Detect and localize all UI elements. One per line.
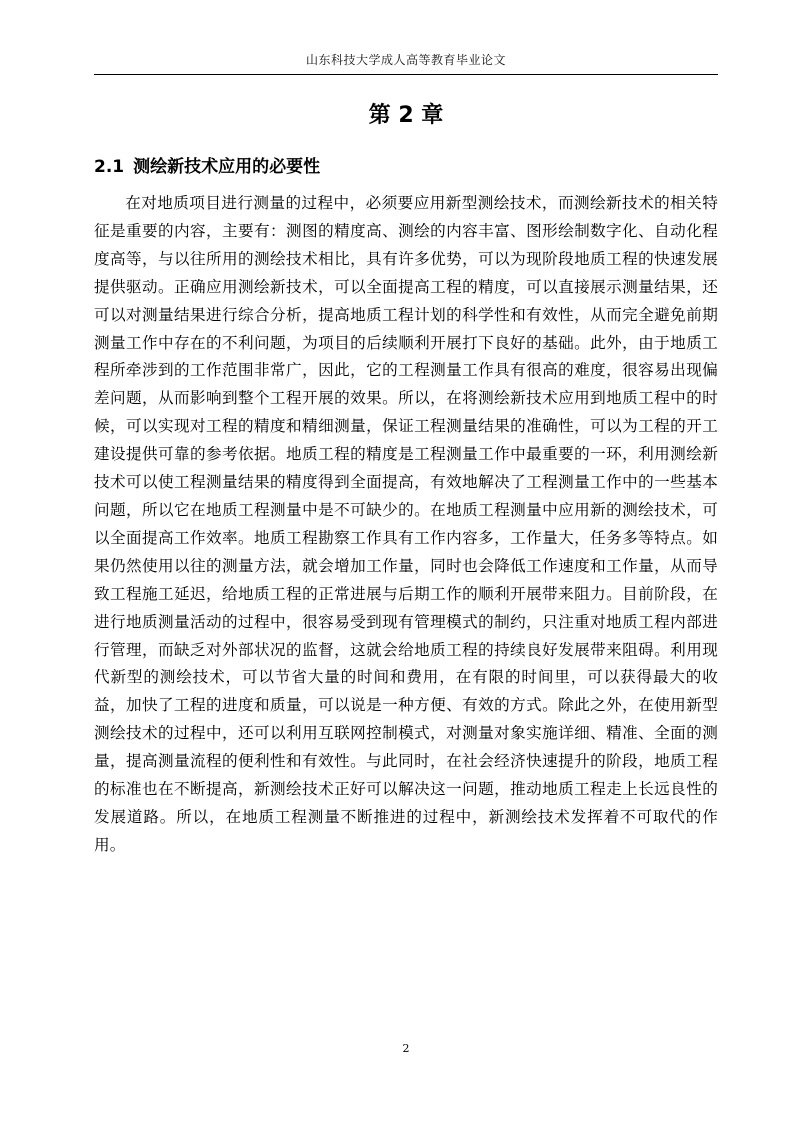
section-title: 测绘新技术应用的必要性: [133, 157, 321, 177]
chapter-title: 第 2 章: [368, 103, 444, 128]
header-divider: [94, 74, 718, 75]
section-heading: [94, 154, 320, 180]
page-header: 山东科技大学成人高等教育毕业论文: [305, 53, 506, 67]
section-number: 2.1: [94, 157, 125, 177]
page-number: 2: [402, 1042, 410, 1055]
body-paragraph: 在对地质项目进行测量的过程中，必须要应用新型测绘技术，而测绘新技术的相关特征是重要的内容，主要有：测图的精度高、测绘的内容丰富、图形绘制数字化、自动化程度高等，与以往所用的测绘技术相比，具有许多优势，可以为现阶段地质工程的快速发展提供驱动。正确应用测绘新技术，可以全面提高工程的精度，可以直接展示测量结果，还可以对测量结果进行综合分析，提高地质工程计划的科学性和有效性，从而完全避免前期测量工作中存在的不利问题，为项目的后续顺利开展打下良好的基础。此外，由于地质工程所牵涉到的工作范围非常广，因此，它的工程测量工作具有很高的难度，很容易出现偏差问题，从而影响到整个工程开展的效果。所以，在将测绘新技术应用到地质工程中的时候，可以实现对工程的精度和精细测量，保证工程测量结果的准确性，可以为工程的开工建设提供可靠的参考依据。地质工程的精度是工程测量工作中最重要的一环，利用测绘新技术可以使工程测量结果的精度得到全面提高，有效地解决了工程测量工作中的一些基本问题，所以它在地质工程测量中是不可缺少的。在地质工程测量中应用新的测绘技术，可以全面提高工作效率。地质工程勘察工作具有工作内容多，工作量大，任务多等特点。如果仍然使用以往的测量方法，就会增加工作量，同时也会降低工作速度和工作量，从而导致工程施工延迟，给地质工程的正常进展与后期工作的顺利开展带来阻力。目前阶段，在进行地质测量活动的过程中，很容易受到现有管理模式的制约，只注重对地质工程内部进行管理，而缺乏对外部状况的监督，这就会给地质工程的持续良好发展带来阻碍。利用现代新型的测绘技术，可以节省大量的时间和费用，在有限的时间里，可以获得最大的收益，加快了工程的进度和质量，可以说是一种方便、有效的方式。除此之外，在使用新型测绘技术的过程中，还可以利用互联网控制模式，对测量对象实施详细、精准、全面的测量，提高测量流程的便利性和有效性。与此同时，在社会经济快速提升的阶段，地质工程的标准也在不断提高，新测绘技术正好可以解决这一问题，推动地质工程走上长远良性的发展道路。所以，在地质工程测量不断推进的过程中，新测绘技术发挥着不可取代的作用。: [94, 194, 718, 854]
